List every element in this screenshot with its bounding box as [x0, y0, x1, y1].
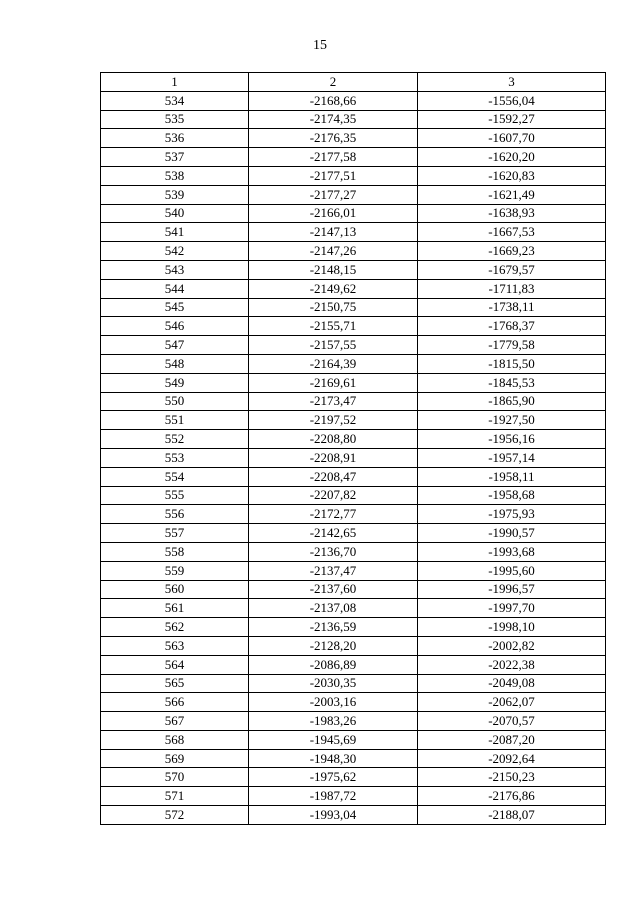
table-cell-col-2: -2176,35: [249, 129, 418, 148]
table-cell-col-2: -2157,55: [249, 336, 418, 355]
table-cell-col-3: -2070,57: [418, 712, 606, 731]
table-row: [101, 505, 606, 524]
table-cell-col-2: -2172,77: [249, 505, 418, 524]
table-row: [101, 336, 606, 355]
table-cell-col-3: -1738,11: [418, 298, 606, 317]
table-cell-col-2: -2136,59: [249, 618, 418, 637]
table-cell-col-1: 552: [101, 430, 249, 449]
table-cell-col-1: 535: [101, 110, 249, 129]
table-row: [101, 674, 606, 693]
table-cell-col-3: -1607,70: [418, 129, 606, 148]
header-cell-3: 3: [418, 73, 606, 92]
table-cell-col-3: -2150,23: [418, 768, 606, 787]
table-row: [101, 242, 606, 261]
table-cell-col-1: 553: [101, 448, 249, 467]
table-cell-col-3: -1956,16: [418, 430, 606, 449]
table-cell-col-1: 563: [101, 636, 249, 655]
table-cell-col-1: 558: [101, 542, 249, 561]
table-cell-col-2: -2148,15: [249, 260, 418, 279]
table-cell-col-3: -2176,86: [418, 787, 606, 806]
table-cell-col-3: -1975,93: [418, 505, 606, 524]
table-cell-col-2: -2136,70: [249, 542, 418, 561]
table-row: [101, 787, 606, 806]
table-row: [101, 91, 606, 110]
table-cell-col-3: -1958,11: [418, 467, 606, 486]
table-cell-col-1: 557: [101, 524, 249, 543]
table-cell-col-2: -2147,13: [249, 223, 418, 242]
table-row: [101, 542, 606, 561]
table-cell-col-2: -2128,20: [249, 636, 418, 655]
table-cell-col-1: 538: [101, 166, 249, 185]
table-cell-col-1: 539: [101, 185, 249, 204]
table-row: [101, 655, 606, 674]
table-cell-col-3: -2092,64: [418, 749, 606, 768]
table-cell-col-1: 568: [101, 730, 249, 749]
table-cell-col-3: -2188,07: [418, 806, 606, 825]
table-cell-col-1: 547: [101, 336, 249, 355]
table-cell-col-1: 569: [101, 749, 249, 768]
table-cell-col-3: -1990,57: [418, 524, 606, 543]
table-cell-col-3: -1667,53: [418, 223, 606, 242]
table-cell-col-1: 571: [101, 787, 249, 806]
table-cell-col-2: -2174,35: [249, 110, 418, 129]
table-cell-col-1: 560: [101, 580, 249, 599]
table-row: [101, 467, 606, 486]
table-row: [101, 561, 606, 580]
table-cell-col-2: -2166,01: [249, 204, 418, 223]
table-row: [101, 749, 606, 768]
table-body: [101, 91, 606, 824]
table-cell-col-2: -2003,16: [249, 693, 418, 712]
table-cell-col-2: -2173,47: [249, 392, 418, 411]
table-row: [101, 693, 606, 712]
table-cell-col-1: 551: [101, 411, 249, 430]
table-row: [101, 712, 606, 731]
table-cell-col-2: -2147,26: [249, 242, 418, 261]
table-cell-col-3: -1711,83: [418, 279, 606, 298]
table-cell-col-2: -2177,51: [249, 166, 418, 185]
table-cell-col-2: -2137,08: [249, 599, 418, 618]
table-cell-col-2: -2208,80: [249, 430, 418, 449]
table-cell-col-2: -2137,47: [249, 561, 418, 580]
table-cell-col-3: -2002,82: [418, 636, 606, 655]
table-cell-col-2: -1983,26: [249, 712, 418, 731]
table-cell-col-2: -2150,75: [249, 298, 418, 317]
table-cell-col-1: 561: [101, 599, 249, 618]
data-table: [100, 72, 606, 825]
table-cell-col-3: -1958,68: [418, 486, 606, 505]
table-cell-col-1: 537: [101, 148, 249, 167]
table-cell-col-3: -1669,23: [418, 242, 606, 261]
table-row: [101, 392, 606, 411]
table-cell-col-1: 554: [101, 467, 249, 486]
table-cell-col-3: -1997,70: [418, 599, 606, 618]
table-row: [101, 768, 606, 787]
table-cell-col-3: -1995,60: [418, 561, 606, 580]
table-row: [101, 279, 606, 298]
table-cell-col-3: -1993,68: [418, 542, 606, 561]
table-row: [101, 599, 606, 618]
table-cell-col-3: -1620,83: [418, 166, 606, 185]
table-cell-col-3: -1815,50: [418, 354, 606, 373]
table-cell-col-3: -1768,37: [418, 317, 606, 336]
table-cell-col-1: 565: [101, 674, 249, 693]
table-cell-col-2: -2168,66: [249, 91, 418, 110]
table-cell-col-3: -1865,90: [418, 392, 606, 411]
table-cell-col-1: 546: [101, 317, 249, 336]
header-row: [101, 73, 606, 92]
table-cell-col-1: 550: [101, 392, 249, 411]
table-cell-col-1: 556: [101, 505, 249, 524]
table-row: [101, 166, 606, 185]
table-row: [101, 110, 606, 129]
table-cell-col-3: -2087,20: [418, 730, 606, 749]
table-row: [101, 129, 606, 148]
table-cell-col-2: -2177,27: [249, 185, 418, 204]
table-cell-col-2: -2169,61: [249, 373, 418, 392]
table-cell-col-2: -1945,69: [249, 730, 418, 749]
table-cell-col-2: -2164,39: [249, 354, 418, 373]
table-cell-col-3: -2049,08: [418, 674, 606, 693]
table-cell-col-1: 548: [101, 354, 249, 373]
table-cell-col-1: 562: [101, 618, 249, 637]
table-cell-col-1: 545: [101, 298, 249, 317]
table-row: [101, 148, 606, 167]
table-row: [101, 204, 606, 223]
table-cell-col-2: -2208,91: [249, 448, 418, 467]
table-cell-col-1: 542: [101, 242, 249, 261]
table-cell-col-1: 570: [101, 768, 249, 787]
table-cell-col-3: -1927,50: [418, 411, 606, 430]
table-cell-col-1: 559: [101, 561, 249, 580]
table-row: [101, 618, 606, 637]
table-cell-col-1: 555: [101, 486, 249, 505]
table-cell-col-2: -1987,72: [249, 787, 418, 806]
table-cell-col-1: 566: [101, 693, 249, 712]
header-cell-2: 2: [249, 73, 418, 92]
header-cell-1: 1: [101, 73, 249, 92]
table-cell-col-3: -1996,57: [418, 580, 606, 599]
table-cell-col-3: -1621,49: [418, 185, 606, 204]
table-cell-col-3: -1845,53: [418, 373, 606, 392]
table-cell-col-1: 564: [101, 655, 249, 674]
page-number: 15: [313, 38, 327, 53]
table-cell-col-2: -2137,60: [249, 580, 418, 599]
table-cell-col-3: -1779,58: [418, 336, 606, 355]
table-cell-col-2: -2208,47: [249, 467, 418, 486]
table-row: [101, 580, 606, 599]
table-cell-col-1: 536: [101, 129, 249, 148]
table-cell-col-2: -2177,58: [249, 148, 418, 167]
table-cell-col-3: -1957,14: [418, 448, 606, 467]
table-row: [101, 806, 606, 825]
table-cell-col-1: 543: [101, 260, 249, 279]
table-row: [101, 354, 606, 373]
table-cell-col-1: 572: [101, 806, 249, 825]
table-cell-col-3: -2062,07: [418, 693, 606, 712]
table-cell-col-1: 541: [101, 223, 249, 242]
table-row: [101, 185, 606, 204]
table-row: [101, 730, 606, 749]
table-cell-col-2: -2155,71: [249, 317, 418, 336]
table-cell-col-3: -1620,20: [418, 148, 606, 167]
table-row: [101, 298, 606, 317]
table-cell-col-3: -1679,57: [418, 260, 606, 279]
table-cell-col-2: -2207,82: [249, 486, 418, 505]
table-row: [101, 524, 606, 543]
table-cell-col-2: -1975,62: [249, 768, 418, 787]
table-row: [101, 486, 606, 505]
table-cell-col-3: -1638,93: [418, 204, 606, 223]
table-cell-col-1: 544: [101, 279, 249, 298]
table-cell-col-2: -2197,52: [249, 411, 418, 430]
table-row: [101, 430, 606, 449]
table-cell-col-1: 540: [101, 204, 249, 223]
table-cell-col-2: -2086,89: [249, 655, 418, 674]
table-cell-col-1: 549: [101, 373, 249, 392]
table-cell-col-2: -2142,65: [249, 524, 418, 543]
table-cell-col-3: -2022,38: [418, 655, 606, 674]
table-cell-col-3: -1592,27: [418, 110, 606, 129]
table-cell-col-1: 567: [101, 712, 249, 731]
table-cell-col-2: -2149,62: [249, 279, 418, 298]
table-row: [101, 373, 606, 392]
table-row: [101, 317, 606, 336]
table-row: [101, 448, 606, 467]
table-row: [101, 636, 606, 655]
table-cell-col-1: 534: [101, 91, 249, 110]
table-header: [101, 73, 606, 92]
table-cell-col-2: -2030,35: [249, 674, 418, 693]
table-cell-col-2: -1948,30: [249, 749, 418, 768]
table-cell-col-2: -1993,04: [249, 806, 418, 825]
table-row: [101, 223, 606, 242]
table-cell-col-3: -1998,10: [418, 618, 606, 637]
table-cell-col-3: -1556,04: [418, 91, 606, 110]
table-row: [101, 411, 606, 430]
table-row: [101, 260, 606, 279]
